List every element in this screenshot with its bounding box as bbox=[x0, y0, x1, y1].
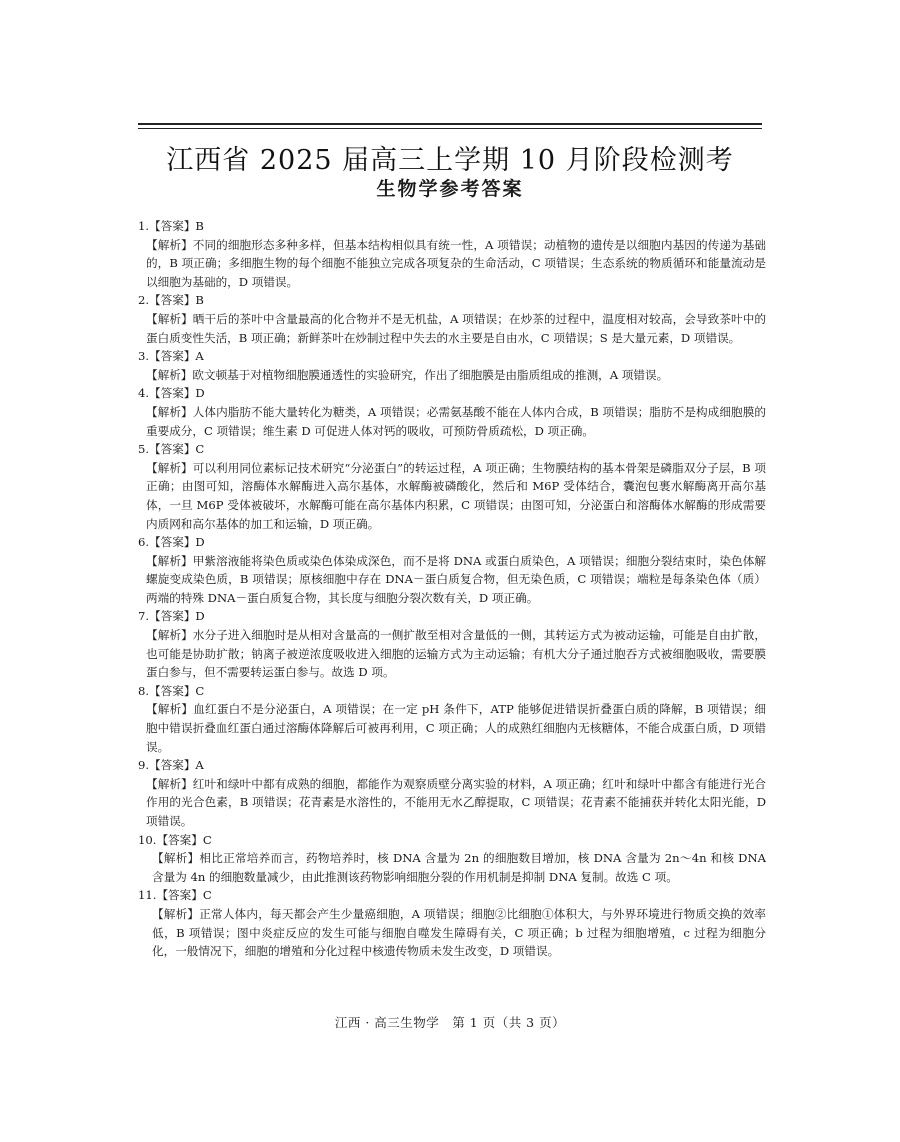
question-item-3 bbox=[138, 347, 766, 384]
question-item-1 bbox=[138, 217, 766, 291]
explanation-text: 【解析】甲紫溶液能将染色质或染色体染成深色，而不是将 DNA 或蛋白质染色，A 项错误；细胞分裂结束时，染色体解螺旋变成染色质，B 项错误；原核细胞中存在 DNA－蛋白质复合物，但无染色质，C 项错误；端粒是每条染色体（质）两端的特殊 DNA－蛋白质复合物，其长度与细胞分裂次数有关，D 项正确。 bbox=[146, 553, 766, 605]
header-rule-thin bbox=[138, 128, 762, 129]
explanation-text: 【解析】相比正常培养而言，药物培养时，核 DNA 含量为 2n 的细胞数目增加，核 DNA 含量为 2n～4n 和核 DNA 含量为 4n 的细胞数量减少，由此推测该药物影响细胞分裂的作用机制是抑制 DNA 复制。故选 C 项。 bbox=[152, 851, 766, 884]
answer-label: 3.【答案】A bbox=[138, 349, 204, 364]
answer-list bbox=[138, 217, 766, 961]
page-footer: 江西 · 高三生物学 第 1 页（共 3 页） bbox=[334, 1015, 566, 1030]
answer-label: 2.【答案】B bbox=[138, 293, 204, 308]
page-subtitle: 生物学参考答案 bbox=[376, 178, 524, 200]
explanation-text: 【解析】欧文顿基于对植物细胞膜通透性的实验研究，作出了细胞膜是由脂质组成的推测，A 项错误。 bbox=[146, 367, 669, 382]
question-item-5 bbox=[138, 440, 766, 533]
question-item-11 bbox=[138, 886, 766, 960]
explanation-text: 【解析】不同的细胞形态多种多样，但基本结构相似具有统一性，A 项错误；动植物的遗传是以细胞内基因的传递为基础的，B 项正确；多细胞生物的每个细胞不能独立完成各项复杂的生命活动，C 项错误；生态系统的物质循环和能量流动是以细胞为基础的，D 项错误。 bbox=[146, 237, 766, 289]
answer-label: 8.【答案】C bbox=[138, 683, 205, 698]
answer-label: 1.【答案】B bbox=[138, 219, 204, 233]
answer-label: 6.【答案】D bbox=[138, 535, 205, 550]
question-item-6 bbox=[138, 533, 766, 607]
explanation-text: 【解析】水分子进入细胞时是从相对含量高的一侧扩散至相对含量低的一侧，其转运方式为被动运输，可能是自由扩散，也可能是协助扩散；钠离子被逆浓度吸收进入细胞的运输方式为主动运输；有机大分子通过胞吞方式被细胞吸收，需要膜蛋白参与，但不需要转运蛋白参与。故选 D 项。 bbox=[146, 628, 766, 680]
answer-label: 5.【答案】C bbox=[138, 442, 205, 457]
question-item-8 bbox=[138, 682, 766, 756]
question-item-2 bbox=[138, 291, 766, 347]
page-title: 江西省 2025 届高三上学期 10 月阶段检测考 bbox=[166, 145, 734, 176]
answer-label: 10.【答案】C bbox=[138, 832, 212, 847]
question-item-7 bbox=[138, 607, 766, 681]
answer-label: 11.【答案】C bbox=[138, 888, 212, 903]
answer-label: 7.【答案】D bbox=[138, 609, 205, 624]
answer-label: 4.【答案】D bbox=[138, 386, 205, 401]
explanation-text: 【解析】正常人体内，每天都会产生少量癌细胞，A 项错误；细胞②比细胞①体积大，与外界环境进行物质交换的效率低，B 项错误；图中炎症反应的发生可能与细胞自噬发生障碍有关，C 项正确；b 过程为细胞增殖，c 过程为细胞分化，一般情况下，细胞的增殖和分化过程中核遗传物质未发生改变，D 项错误。 bbox=[152, 906, 766, 959]
explanation-text: 【解析】人体内脂肪不能大量转化为糖类，A 项错误；必需氨基酸不能在人体内合成，B 项错误；脂肪不是构成细胞膜的重要成分，C 项错误；维生素 D 可促进人体对钙的吸收，可预防骨质疏松，D 项正确。 bbox=[146, 404, 766, 438]
header-rule bbox=[138, 123, 762, 125]
explanation-text: 【解析】晒干后的茶叶中含量最高的化合物并不是无机盐，A 项错误；在炒茶的过程中，温度相对较高，会导致茶叶中的蛋白质变性失活，B 项正确；新鲜茶叶在炒制过程中失去的水主要是自由水，C 项错误；S 是大量元素，D 项错误。 bbox=[146, 311, 766, 345]
explanation-text: 【解析】可以利用同位素标记技术研究“分泌蛋白”的转运过程，A 项正确；生物膜结构的基本骨架是磷脂双分子层，B 项正确；由图可知，溶酶体水解酶进入高尔基体，水解酶被磷酸化，然后和 M6P 受体结合，囊泡包裹水解酶离开高尔基体，一旦 M6P 受体被破坏，水解酶可能在高尔基体内积累，C 项错误；由图可知，分泌蛋白和溶酶体水解酶的形成需要内质网和高尔基体的加工和运输，D 项正确。 bbox=[146, 460, 766, 531]
answer-label: 9.【答案】A bbox=[138, 758, 204, 773]
question-item-9 bbox=[138, 756, 766, 830]
question-item-10 bbox=[138, 831, 766, 887]
explanation-text: 【解析】红叶和绿叶中都有成熟的细胞，都能作为观察质壁分离实验的材料，A 项正确；红叶和绿叶中都含有能进行光合作用的光合色素，B 项错误；花青素是水溶性的，不能用无水乙醇提取，C 项错误；花青素不能捕获并转化太阳光能，D 项错误。 bbox=[146, 776, 766, 828]
question-item-4 bbox=[138, 384, 766, 440]
explanation-text: 【解析】血红蛋白不是分泌蛋白，A 项错误；在一定 pH 条件下，ATP 能够促进错误折叠蛋白质的降解，B 项错误；细胞中错误折叠血红蛋白通过溶酶体降解后可被再利用，C 项正确；人的成熟红细胞内无核糖体，不能合成蛋白质，D 项错误。 bbox=[146, 702, 766, 754]
